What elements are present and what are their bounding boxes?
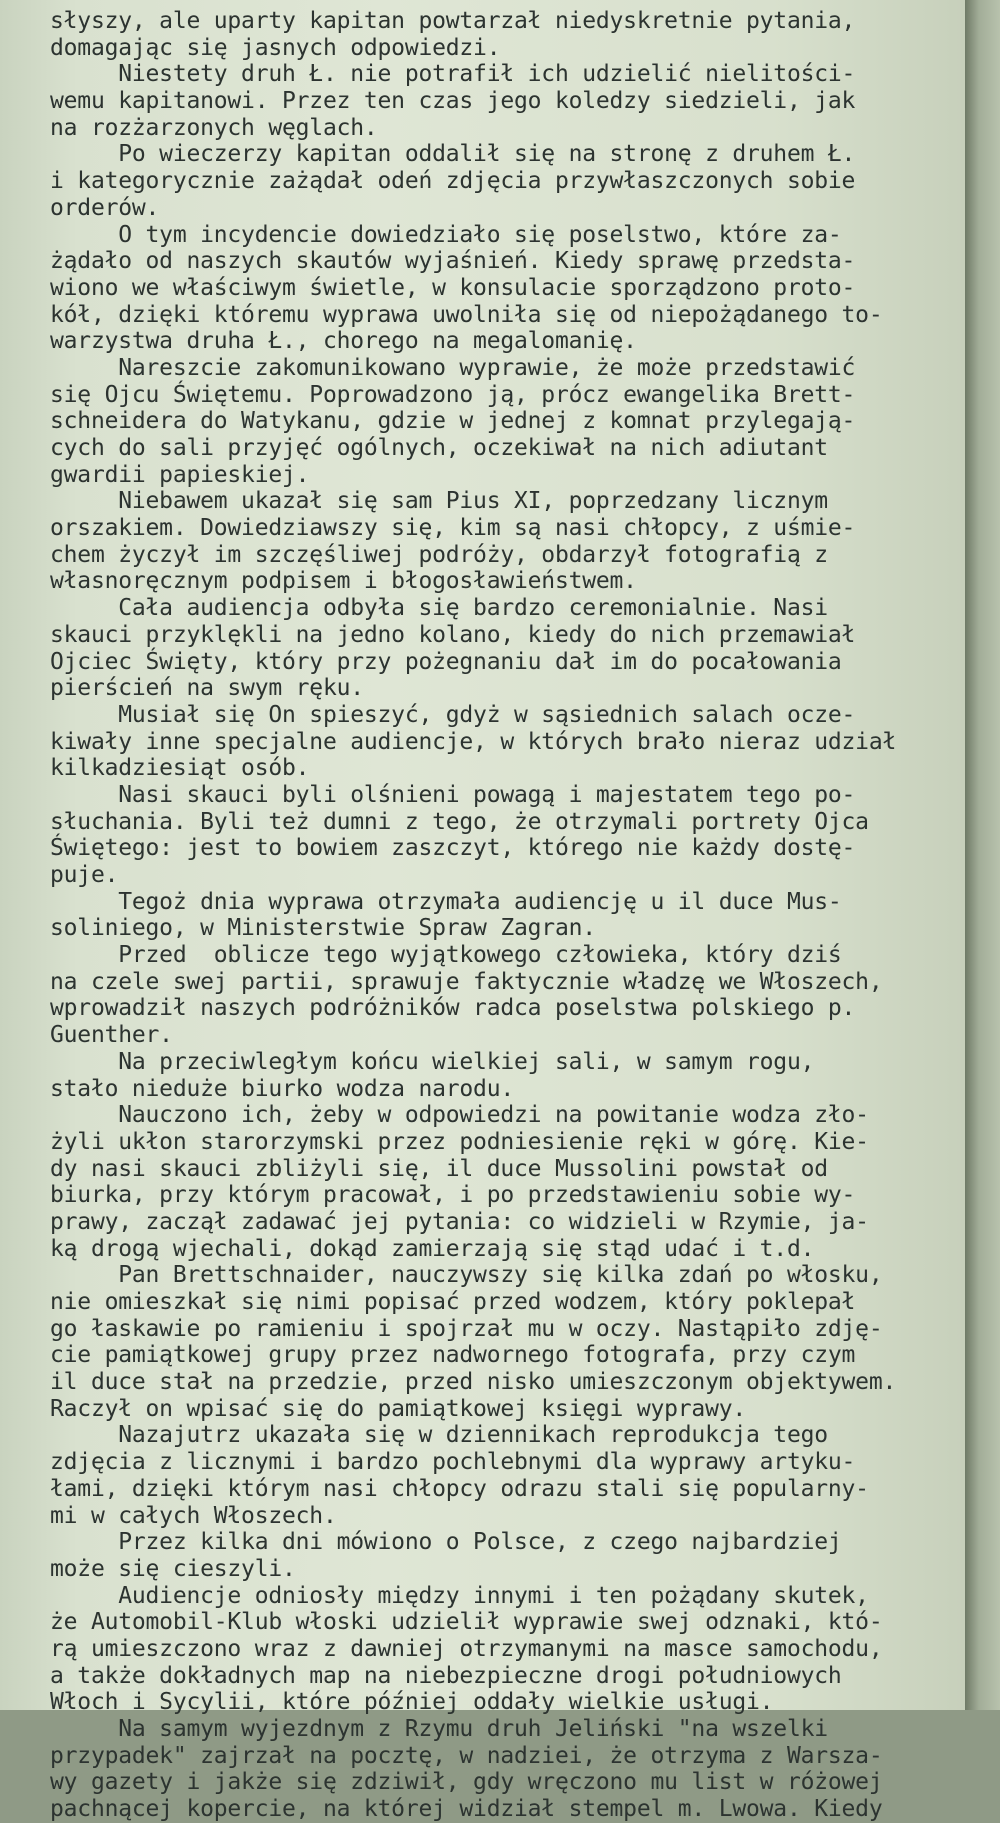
text-line: Raczył on wpisać się do pamiątkowej księgi wyprawy. <box>50 1395 747 1422</box>
text-line: że Automobil-Klub włoski udzielił wyprawie swej odznaki, któ- <box>50 1609 883 1636</box>
text-line: Nareszcie zakomunikowano wyprawie, że może przedstawić <box>50 354 856 381</box>
text-line: na czele swej partii, sprawuje faktycznie władzę we Włoszech, <box>50 968 883 995</box>
text-line: pierścień na swym ręku. <box>50 675 364 702</box>
text-line: zdjęcia z licznymi i bardzo pochlebnymi dla wyprawy artyku- <box>50 1449 856 1476</box>
text-line: Cała audiencja odbyła się bardzo ceremonialnie. Nasi <box>50 595 828 622</box>
text-line: Włoch i Sycylii, które później oddały wielkie usługi. <box>50 1689 774 1716</box>
text-line: i kategorycznie zażądał odeń zdjęcia przywłaszczonych sobie <box>50 168 856 195</box>
text-line: skauci przyklękli na jedno kolano, kiedy do nich przemawiał <box>50 621 856 648</box>
text-line: Niebawem ukazał się sam Pius XI, poprzedzany licznym <box>50 488 828 515</box>
text-line: warzystwa druha Ł., chorego na megalomanię. <box>50 328 637 355</box>
text-line: Na przeciwległym końcu wielkiej sali, w samym rogu, <box>50 1048 815 1075</box>
text-line: schneidera do Watykanu, gdzie w jednej z komnat przylegają- <box>50 408 856 435</box>
text-line: soliniego, w Ministerstwie Spraw Zagran. <box>50 915 596 942</box>
text-line: rą umieszczono wraz z dawniej otrzymanymi na masce samochodu, <box>50 1635 883 1662</box>
text-line: kiwały inne specjalne audiencje, w których brało nieraz udział <box>50 728 897 755</box>
text-line: kilkadziesiąt osób. <box>50 755 310 782</box>
text-line: prawy, zaczął zadawać jej pytania: co widzieli w Rzymie, ja- <box>50 1208 869 1235</box>
text-line: chem życzył im szczęśliwej podróży, obdarzył fotografią z <box>50 541 828 568</box>
text-line: orszakiem. Dowiedziawszy się, kim są nasi chłopcy, z uśmie- <box>50 515 856 542</box>
text-line: domagając się jasnych odpowiedzi. <box>50 34 501 61</box>
text-line: słyszy, ale uparty kapitan powtarzał niedyskretnie pytania, <box>50 8 856 34</box>
text-line: cych do sali przyjęć ogólnych, oczekiwał na nich adiutant <box>50 435 828 461</box>
text-line: Nauczono ich, żeby w odpowiedzi na powitanie wodza zło- <box>50 1102 869 1129</box>
text-line: łami, dzięki którym nasi chłopcy odrazu stali się popularny- <box>50 1475 869 1502</box>
text-line: Niestety druh Ł. nie potrafił ich udzielić nielitości- <box>50 61 856 88</box>
page-body-text <box>50 8 955 1823</box>
text-line: Po wieczerzy kapitan oddalił się na stronę z druhem Ł. <box>50 141 856 168</box>
text-line: wemu kapitanowi. Przez ten czas jego koledzy siedzieli, jak <box>50 88 856 115</box>
text-line: może się cieszyli. <box>50 1555 296 1582</box>
text-line: O tym incydencie dowiedziało się poselstwo, które za- <box>50 221 842 248</box>
text-line: żyli ukłon starorzymski przez podniesienie ręki w górę. Kie- <box>50 1128 869 1155</box>
text-line: ką drogą wjechali, dokąd zamierzają się stąd udać i t.d. <box>50 1235 815 1262</box>
text-line: Guenther. <box>50 1022 173 1049</box>
text-line: Tegoż dnia wyprawa otrzymała audiencję u il duce Mus- <box>50 888 842 915</box>
text-line: Na samym wyjezdnym z Rzymu druh Jeliński "na wszelki <box>50 1716 828 1742</box>
text-line: Nasi skauci byli olśnieni powagą i majestatem tego po- <box>50 781 856 808</box>
text-line: orderów. <box>50 194 160 221</box>
text-line: Przed oblicze tego wyjątkowego człowieka, który dziś <box>50 942 842 969</box>
text-line: żądało od naszych skautów wyjaśnień. Kiedy sprawę przedsta- <box>50 248 856 275</box>
text-line: słuchania. Byli też dumni z tego, że otrzymali portrety Ojca <box>50 808 869 835</box>
text-line: go łaskawie po ramieniu i spojrzał mu w oczy. Nastąpiło zdję- <box>50 1315 883 1342</box>
text-line: się Ojcu Świętemu. Poprowadzono ją, prócz ewangelika Brett- <box>50 381 856 408</box>
text-line: wiono we właściwym świetle, w konsulacie sporządzono proto- <box>50 274 856 301</box>
text-line: mi w całych Włoszech. <box>50 1502 337 1529</box>
text-line: stało nieduże biurko wodza narodu. <box>50 1075 515 1102</box>
text-line: własnoręcznym podpisem i błogosławieństwem. <box>50 568 637 595</box>
text-line: a także dokładnych map na niebezpieczne drogi południowych <box>50 1662 842 1689</box>
text-line: wy gazety i jakże się zdziwił, gdy wręczono mu list w różowej <box>50 1769 883 1796</box>
text-line: Ojciec Święty, który przy pożegnaniu dał im do pocałowania <box>50 648 842 675</box>
text-line: nie omieszkał się nimi popisać przed wodzem, który poklepał <box>50 1289 856 1315</box>
text-line: biurka, przy którym pracował, i po przedstawieniu sobie wy- <box>50 1182 856 1209</box>
text-line: przypadek" zajrzał na pocztę, w nadziei, że otrzyma z Warsza- <box>50 1742 883 1769</box>
text-line: Nazajutrz ukazała się w dziennikach reprodukcja tego <box>50 1422 828 1449</box>
text-line: puje. <box>50 862 119 888</box>
text-line: Pan Brettschnaider, nauczywszy się kilka zdań po włosku, <box>50 1262 883 1289</box>
text-line: kół, dzięki któremu wyprawa uwolniła się od niepożądanego to- <box>50 301 883 328</box>
text-line: Musiał się On spieszyć, gdyż w sąsiednich salach ocze- <box>50 701 856 728</box>
text-line: Audiencje odniosły między innymi i ten pożądany skutek, <box>50 1582 869 1609</box>
binding-spine <box>965 0 1000 1710</box>
text-line: dy nasi skauci zbliżyli się, il duce Mussolini powstał od <box>50 1155 828 1182</box>
text-line: gwardii papieskiej. <box>50 461 310 488</box>
text-line: cie pamiątkowej grupy przez nadwornego fotografa, przy czym <box>50 1342 856 1369</box>
text-line: wprowadził naszych podróżników radca poselstwa polskiego p. <box>50 995 856 1022</box>
text-line: pachnącej kopercie, na której widział stempel m. Lwowa. Kiedy <box>50 1796 883 1823</box>
text-line: il duce stał na przedzie, przed nisko umieszczonym objektywem. <box>50 1369 897 1396</box>
text-line: Świętego: jest to bowiem zaszczyt, którego nie każdy dostę- <box>50 835 856 862</box>
text-line: na rozżarzonych węglach. <box>50 114 378 141</box>
text-line: Przez kilka dni mówiono o Polsce, z czego najbardziej <box>50 1529 842 1556</box>
